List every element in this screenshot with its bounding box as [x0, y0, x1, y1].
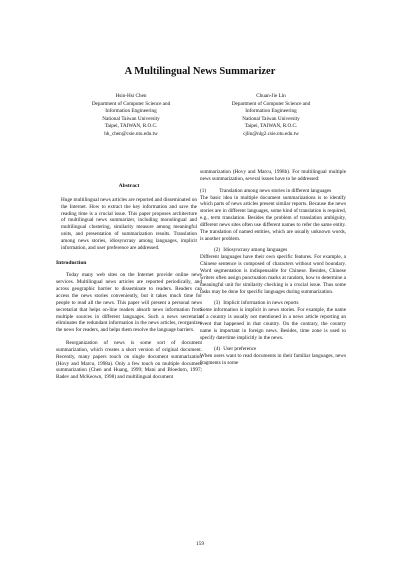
right-column: [200, 169, 346, 367]
issue-3-text: Some information is implicit in news stories. For example, the name of a country is usually not mentioned in a news article reporting an event that happened in that country. On the contrary, the country name is important in foreign news. Besides, time zone is used to specify date/time implicitly in the news.: [200, 307, 346, 341]
issue-title: Idiosyncrasy among languages: [223, 247, 288, 254]
author-university: National Taiwan University: [242, 115, 300, 122]
issue-number: (4): [214, 346, 221, 353]
issues-intro-paragraph: summarization (Hovy and Marcu, 1998b). For multilingual multiple news summarization, several issues have to be addressed:: [200, 169, 346, 182]
author-location: Taipei, TAIWAN, R.O.C.: [104, 123, 158, 130]
issue-title: User preference: [223, 346, 257, 353]
issue-4-text: When users want to read documents in their familiar languages, news fragments in some: [200, 353, 346, 367]
intro-paragraph-1: Today many web sites on the Internet provide online news services. Multilingual news articles are reported periodically, and across geographic barrier to disseminate to readers. Readers can access the news stories conveniently, but it takes much time for people to read all the news. This paper will present a personal news secretariat that helps on-line readers absorb news information from multiple sources in different languages. Such a news secretariat eliminates the redundant information in the news articles, reorganizes the news for readers, and helps them resolve the language barriers.: [56, 272, 202, 334]
issue-title: Translation among news stories in different languages: [219, 187, 332, 194]
issue-title: Implicit information in news reports: [223, 300, 299, 307]
author-email: cjlin@nlg2.csie.ntu.edu.tw: [243, 130, 299, 137]
author-name: Hsin-Hsi Chen: [115, 93, 147, 99]
left-column: [56, 169, 202, 381]
author-department-cont: Information Engineering: [105, 108, 157, 115]
abstract-text: Huge multilingual news articles are reported and disseminated on the Internet. How to extract the key information and save the reading time is a crucial issue. This paper proposes architecture of multilingual news summarizer, including monolingual and multilingual clustering, similarity measure among meaningful units, and presentation of summarization results. Translation among news stories, idiosyncrasy among languages, implicit information, and user preference are addressed.: [61, 196, 197, 251]
issue-number: (1): [200, 187, 207, 194]
intro-paragraph-2: Reorganization of news is some sort of document summarization, which creates a short version of original document. Recently, many papers touch on single document summarization (Hovy and Marcu, 1998a). Only a few touch on multiple document summarization (Chen and Huang, 1999; Mani and Bloedorn, 1997; Radev and McKeown, 1998) and multilingual document: [56, 340, 202, 381]
author-email: hh_chen@csie.ntu.edu.tw: [104, 130, 158, 137]
issue-number: (3): [214, 300, 221, 307]
author-university: National Taiwan University: [102, 115, 160, 122]
introduction-heading: Introduction: [56, 259, 87, 266]
author-name: Chuan-Jie Lin: [256, 93, 286, 99]
author-department: Department of Computer Science and: [231, 100, 311, 107]
author-block-2: [196, 93, 346, 139]
author-block-1: [56, 93, 206, 139]
issue-1-text: The basic idea in multiple document summarizations is to identify which parts of news articles present similar reports. Because the news stories are in different languages, some kind of translation is required, e.g., term translation. Besides the problem of translation ambiguity, different news sites often use different names to refer the same entity. The translation of named entities, which are usually unknown words, is another problem.: [200, 194, 346, 242]
issue-number: (2): [214, 247, 221, 254]
issue-2-text: Different languages have their own specific features. For example, a Chinese sentence is composed of characters without word boundary. Word segmentation is indispensable for Chinese. Besides, Chinese writers often assign punctuation marks at random, how to determine a meaningful unit for similarity checking is a crucial issue. Thus some tasks may be done for specific languages during summarization.: [200, 254, 346, 295]
paper-title: A Multilingual News Summarizer: [124, 66, 276, 77]
issue-1-heading: [200, 188, 346, 195]
author-department: Department of Computer Science and: [91, 100, 171, 107]
author-department-cont: Information Engineering: [245, 108, 297, 115]
author-location: Taipei, TAIWAN, R.O.C.: [244, 123, 298, 130]
page-number: 159: [195, 541, 205, 547]
abstract-heading: Abstract: [118, 183, 140, 189]
